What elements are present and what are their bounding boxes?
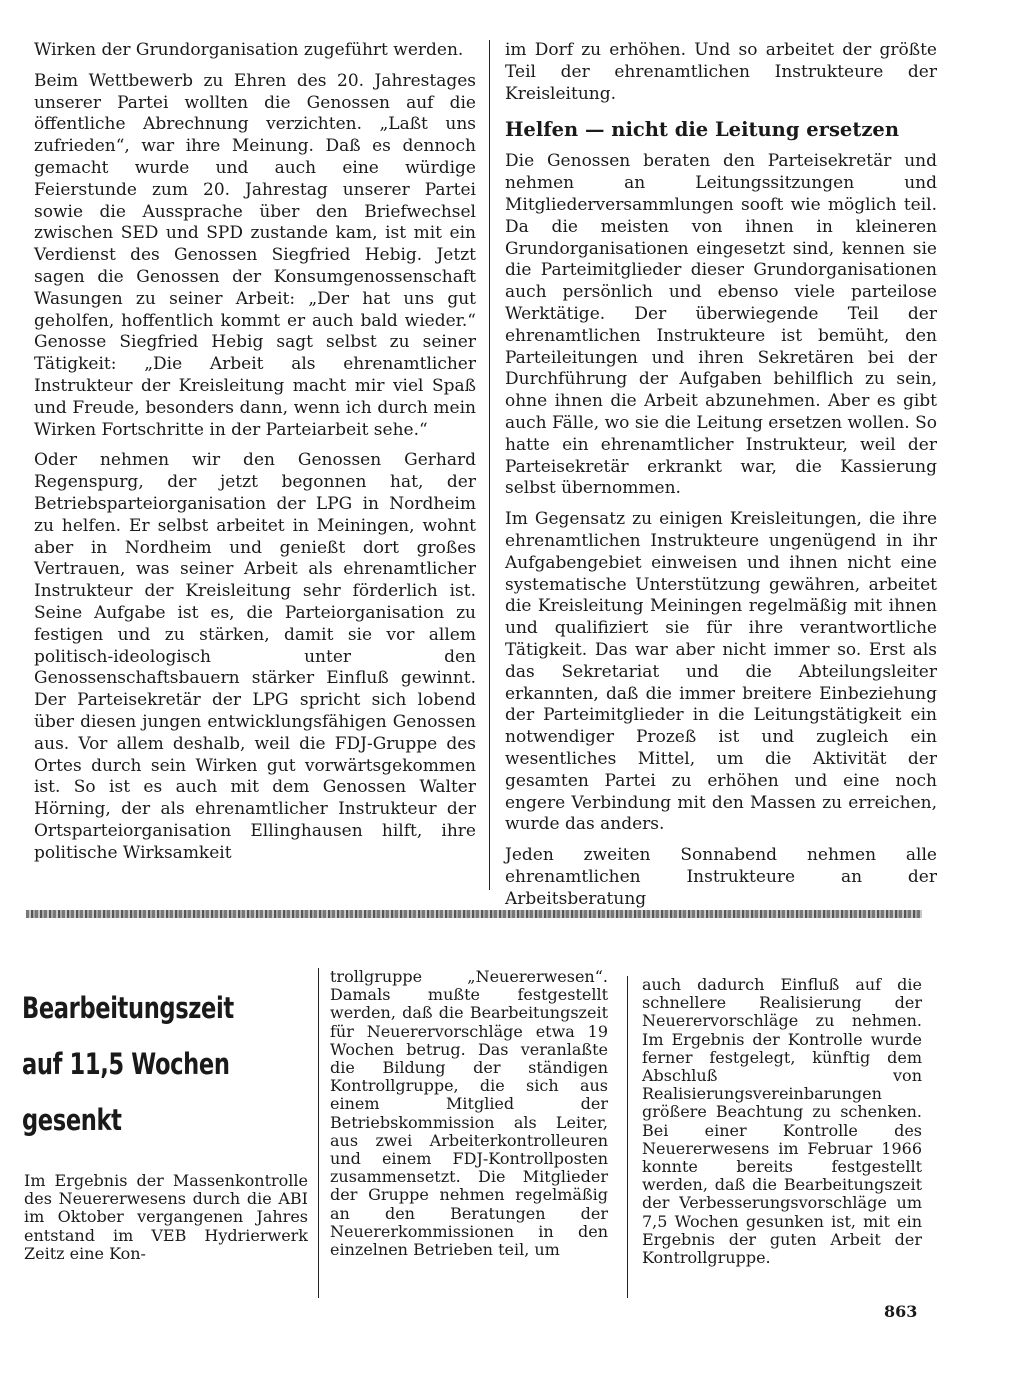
headline-line: gesenkt (22, 1103, 122, 1137)
headline-line: Bearbeitungszeit (22, 991, 234, 1025)
section-divider-band (26, 910, 922, 918)
paragraph: Beim Wettbewerb zu Ehren des 20. Jahrestages unserer Partei wollten die Genossen auf die öffentliche Abrechnung verzichten. „Laßt uns zufrieden“, war ihre Meinung. Daß es dennoch gemacht wurde und auch eine würdige Feierstunde zum 20. Jahrestag unserer Partei sowie die Aussprache über den Briefwechsel zwischen SED und SPD zustande kam, ist mit ein Verdienst des Genossen Siegfried Hebig. Jetzt sagen die Genossen der Konsumgenossenschaft Wasungen zu seiner Arbeit: „Der hat uns gut geholfen, hoffentlich kommt er auch bald wieder.“ Genosse Siegfried Hebig sagt selbst zu seiner Tätigkeit: „Die Arbeit als ehrenamtlicher Instrukteur der Kreisleitung macht mir viel Spaß und Freude, besonders dann, wenn ich durch mein Wirken Fortschritte in der Parteiarbeit sehe.“ (34, 70, 476, 440)
paragraph: Wirken der Grundorganisation zugeführt werden. (34, 40, 464, 60)
headline-line: auf 11,5 Wochen (22, 1047, 230, 1081)
box-article-column-1: Im Ergebnis der Massenkontrolle des Neuererwesens durch die ABI im Oktober vergangenen Jahres entstand im VEB Hydrierwerk Zeitz eine Kon- (24, 1171, 308, 1263)
column-divider (627, 976, 628, 1298)
paragraph: Im Gegensatz zu einigen Kreisleitungen, die ihre ehrenamtlichen Instrukteure ungenügend in ihr Aufgabengebiet einweisen und ihnen nicht eine systematische Unterstützung gewähren, arbeitet die Kreisleitung Meiningen regelmäßig mit ihnen und qualifiziert sie für ihre verantwortliche Tätigkeit. Das war aber nicht immer so. Erst als das Sekretariat und die Abteilungsleiter erkannten, daß die immer breitere Einbeziehung der Parteimitglieder in die Leitungstätigkeit ein notwendiger Prozeß ist und zugleich ein wesentliches Mittel, um die Aktivität der gesamten Partei zu erhöhen und eine noch engere Verbindung mit den Massen zu erreichen, wurde das anders. (505, 509, 937, 835)
paragraph: Jeden zweiten Sonnabend nehmen alle ehrenamtlichen Instrukteure an der Arbeitsberatung (505, 845, 937, 909)
box-article-headline (22, 980, 233, 1148)
article-column-left (34, 40, 476, 873)
column-divider (318, 968, 319, 1298)
paragraph: im Dorf zu erhöhen. Und so arbeitet der größte Teil der ehrenamtlichen Instrukteure der Kreisleitung. (505, 40, 937, 104)
box-article-column-2: trollgruppe „Neuererwesen“. Damals mußte festgestellt werden, daß die Bearbeitungszeit für Neuerervorschläge etwa 19 Wochen betrug. Das veranlaßte die Bildung der ständigen Kontrollgruppe, die sich aus einem Mitglied der Betriebskommission als Leiter, aus zwei Arbeiterkontrolleuren und einem FDJ-Kontrollposten zusammensetzt. Die Mitglieder der Gruppe nehmen regelmäßig an den Beratungen der Neuererkommissionen in den einzelnen Betrieben teil, um (330, 967, 608, 1260)
page-number: 863 (884, 1302, 918, 1321)
article-column-right (505, 40, 937, 919)
section-subheading: Helfen — nicht die Leitung ersetzen (505, 118, 899, 142)
box-article-column-3: auch dadurch Einfluß auf die schnellere Realisierung der Neuerervorschläge zu nehmen. Im Ergebnis der Kontrolle wurde ferner festgelegt, künftig dem Abschluß von Realisierungsvereinbarungen größere Beachtung zu schenken. Bei einer Kontrolle des Neuererwesens im Februar 1966 konnte bereits festgestellt werden, daß die Bearbeitungszeit der Verbesserungsvorschläge um 7,5 Wochen gesunken ist, mit ein Ergebnis der guten Arbeit der Kontrollgruppe. (642, 975, 922, 1268)
paragraph: Oder nehmen wir den Genossen Gerhard Regenspurg, der jetzt begonnen hat, der Betriebsparteiorganisation der LPG in Nordheim zu helfen. Er selbst arbeitet in Meiningen, wohnt aber in Nordheim und genießt dort großes Vertrauen, was seiner Arbeit als ehrenamtlicher Instrukteur der Kreisleitung sehr förderlich ist. Seine Aufgabe ist es, die Parteiorganisation zu festigen und zu stärken, damit sie vor allem politisch-ideologisch unter den Genossenschaftsbauern stärker Einfluß gewinnt. Der Parteisekretär der LPG spricht sich lobend über diesen jungen entwicklungsfähigen Genossen aus. Vor allem deshalb, weil die FDJ-Gruppe des Ortes durch sein Wirken gut vorwärtsgekommen ist. So ist es auch mit dem Genossen Walter Hörning, der als ehrenamtlicher Instrukteur der Ortsparteiorganisation Ellinghausen hilft, ihre politische Wirksamkeit (34, 450, 476, 863)
paragraph: Die Genossen beraten den Parteisekretär und nehmen an Leitungssitzungen und Mitgliederversammlungen sooft wie möglich teil. Da die meisten von ihnen in kleineren Grundorganisationen eingesetzt sind, kennen sie die Parteimitglieder dieser Grundorganisationen auch persönlich und ebenso viele parteilose Werktätige. Der überwiegende Teil der ehrenamtlichen Instrukteure ist bemüht, den Parteileitungen und ihren Sekretären bei der Durchführung der Aufgaben behilflich zu sein, ohne ihnen die Arbeit abzunehmen. Aber es gibt auch Fälle, wo sie die Leitung ersetzen wollen. So hatte ein ehrenamtlicher Instrukteur, weil der Parteisekretär erkrankt war, die Kassierung selbst übernommen. (505, 151, 937, 499)
column-divider (489, 40, 490, 890)
